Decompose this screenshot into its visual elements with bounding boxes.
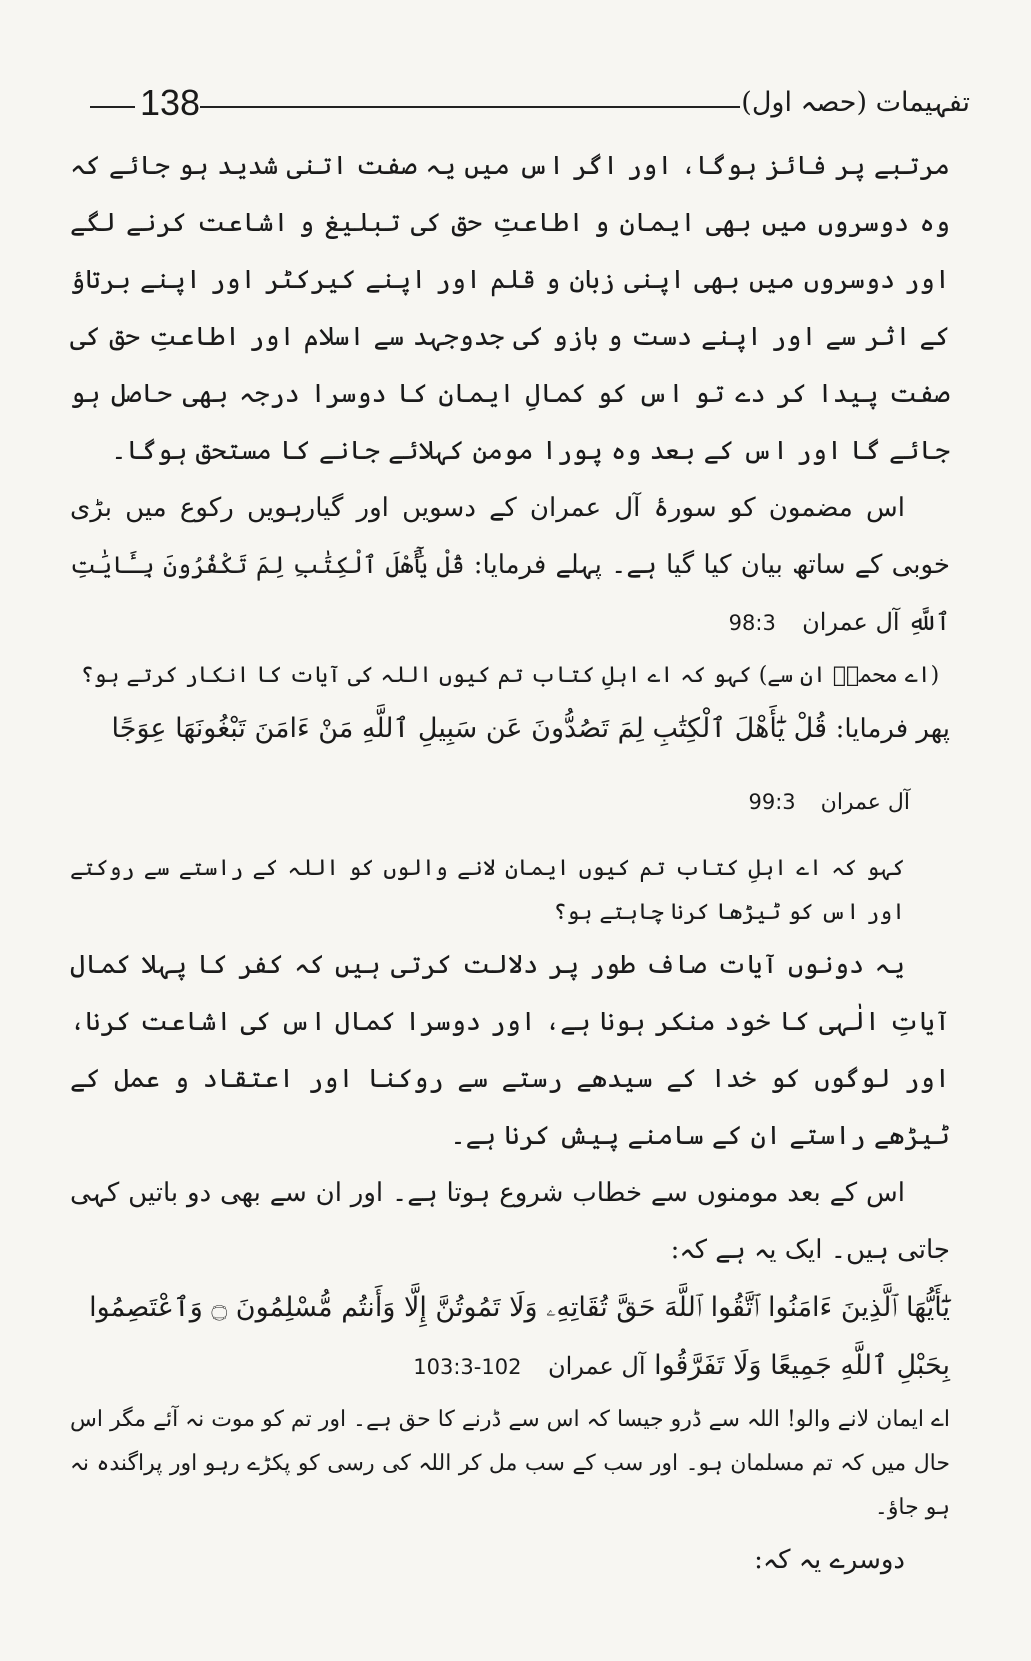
page-body (70, 138, 950, 1589)
ref-2 (70, 780, 950, 825)
ref-1-number: 98:3 (728, 611, 776, 635)
ayah-3-line-2 (70, 1337, 950, 1396)
page-header (90, 78, 970, 128)
ref-2-label: آل عمران (820, 790, 910, 815)
ref-3-number: 102-103:3 (413, 1355, 522, 1379)
header-dash (90, 106, 135, 108)
paragraph-5: اس کے بعد مومنوں سے خطاب شروع ہوتا ہے۔ اور ان سے بھی دو باتیں کہی جاتی ہیں۔ ایک یہ ہے کہ: (70, 1178, 950, 1265)
ref-2-number: 99:3 (748, 790, 796, 814)
ayah-1: قُلْ يَٰٓأَهْلَ ٱلْكِتَٰبِ لِمَ تَكْفُرُونَ بِـَٔايَٰتِ ٱللَّهِ (70, 551, 950, 636)
translation-3: اے ایمان لانے والو! اللہ سے ڈرو جیسا کہ اس سے ڈرنے کا حق ہے۔ اور تم کو موت نہ آئے مگر اس حال میں کہ تم مسلمان ہو۔ اور سب کے سب مل کر اللہ کی رسی کو پکڑے رہو اور پراگندہ نہ ہو جاؤ۔ (70, 1407, 950, 1520)
paragraph-6: دوسرے یہ کہ: (754, 1545, 905, 1575)
header-rule (200, 106, 740, 108)
ref-1-label: آل عمران (802, 608, 900, 636)
paragraph-3-lead: پھر فرمایا: (835, 714, 950, 744)
translation-2: کہو کہ اے اہلِ کتاب تم کیوں ایمان لانے والوں کو اللہ کے راستے سے روکتے اور اس کو ٹیڑھا کرنا چاہتے ہو؟ (70, 856, 905, 925)
paragraph-3 (70, 700, 950, 758)
paragraph-4: یہ دونوں آیات صاف طور پر دلالت کرتی ہیں کہ کفر کا پہلا کمال آیاتِ الٰہی کا خود منکر ہونا ہے، اور دوسرا کمال اس کی اشاعت کرنا، اور لوگوں کو خدا کے سیدھے رستے سے روکنا اور اعتقاد و عمل کے ٹیڑھے راستے ان کے سامنے پیش کرنا ہے۔ (70, 950, 950, 1151)
ayah-3-line-2-text: بِحَبْلِ ٱللَّهِ جَمِيعًا وَلَا تَفَرَّقُوا (654, 1350, 950, 1381)
ayah-3-line-1: يَٰٓأَيُّهَا ٱلَّذِينَ ءَامَنُوا ٱتَّقُوا ٱللَّهَ حَقَّ تُقَاتِهِۦ وَلَا تَمُوتُنَّ إِلَّا وَأَنتُم مُّسْلِمُونَ ۝ وَٱعْتَصِمُوا (89, 1292, 950, 1323)
paragraph-2-text: اس مضمون کو سورۂ آل عمران کے دسویں اور گیارہویں رکوع میں بڑی خوبی کے ساتھ بیان کیا گیا ہے۔ پہلے فرمایا: (70, 493, 950, 580)
ayah-2: قُلْ يَٰٓأَهْلَ ٱلْكِتَٰبِ لِمَ تَصُدُّونَ عَن سَبِيلِ ٱللَّهِ مَنْ ءَامَنَ تَبْغُونَهَا عِوَجًا (111, 713, 828, 744)
paragraph-2 (70, 480, 950, 652)
translation-1: (اے محمدؐ ان سے) کہو کہ اے اہلِ کتاب تم کیوں اللہ کی آیات کا انکار کرتے ہو؟ (80, 663, 940, 688)
ref-3-label: آل عمران (548, 1352, 646, 1380)
page-number: 138 (140, 82, 201, 123)
running-title: تفہیمات (حصہ اول) (741, 87, 970, 118)
paragraph-1: مرتبے پر فائز ہوگا، اور اگر اس میں یہ صفت اتنی شدید ہو جائے کہ وہ دوسروں میں بھی ایمان و اطاعتِ حق کی تبلیغ و اشاعت کرنے لگے اور دوسروں میں بھی اپنی زبان و قلم اور اپنے کیرکٹر اور اپنے برتاؤ کے اثر سے اور اپنے دست و بازو کی جدوجہد سے اسلام اور اطاعتِ حق کی صفت پیدا کر دے تو اس کو کمالِ ایمان کا دوسرا درجہ بھی حاصل ہو جائے گا اور اس کے بعد وہ پورا مومن کہلائے جانے کا مستحق ہوگا۔ (70, 151, 950, 466)
